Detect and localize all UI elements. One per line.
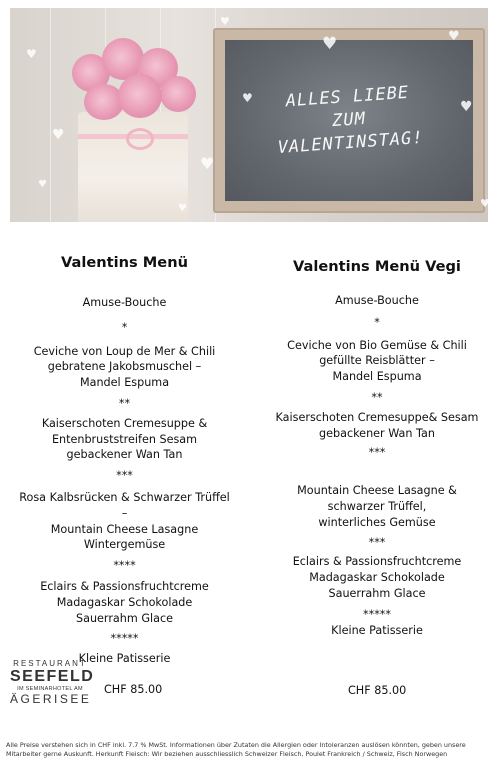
logo-location: ÄGERISEE [10,692,92,706]
valentine-banner-image [10,8,488,222]
course-separator: *** [116,469,133,483]
course-amuse-bouche: Amuse-Bouche [335,294,419,307]
chalk-line-1: ALLES LIEBE [285,82,410,112]
rose [160,76,196,112]
heart-icon: ♥ [38,179,47,190]
course-patisserie: Kleine Patisserie [331,623,423,637]
menu-column-vegetarian [262,258,492,638]
chalk-line-2: ZUM [331,108,367,132]
chalk-line-3: VALENTINSTAG! [277,127,425,159]
course-starter: Ceviche von Bio Gemüse & Chili gefüllte Reisblätter – Mandel Espuma [287,338,467,384]
logo-name: SEEFELD [10,668,95,685]
heart-icon: ♥ [220,15,230,28]
heart-icon: ♥ [242,91,253,105]
heart-icon: ♥ [200,154,215,173]
heart-icon: ♥ [178,203,187,214]
course-separator: ** [371,390,383,404]
course-separator: * [121,320,128,334]
restaurant-logo [10,659,95,706]
course-patisserie: Kleine Patisserie [78,652,171,666]
menu-column-standard [17,254,232,667]
ribbon-bow [126,128,154,150]
logo-subtitle: IM SEMINARHOTEL AM [17,686,83,692]
course-separator: *** [368,535,386,549]
course-main: Mountain Cheese Lasagne & schwarzer Trüffel, winterliches Gemüse [297,484,457,529]
heart-icon: ♥ [448,29,460,44]
menu-title: Valentins Menü [61,254,188,271]
menu-price-standard: CHF 85.00 [104,683,163,696]
course-dessert: Eclairs & Passionsfruchtcreme Madagaskar Schokolade Sauerrahm Glace [292,555,462,600]
course-dessert: Eclairs & Passionsfruchtcreme Madagaskar Schokolade Sauerrahm Glace [40,579,209,625]
course-separator: *** [368,446,386,460]
heart-icon: ♥ [52,127,65,143]
course-main: Rosa Kalbsrücken & Schwarzer Trüffel – Mountain Cheese Lasagne Wintergemüse [19,490,230,552]
course-separator: ***** [363,607,391,621]
price-allergen-footnote: Alle Preise verstehen sich in CHF inkl. 7.7 % MwSt. Informationen über Zutaten die Allergien oder Intoleranzen auslösen könnten, geben unsere Mitarbeiter gerne Auskunft. Herkunft Fleisch: Wir beziehen ausschliesslich Schweizer Fleisch, Poulet Frankreich / Schweiz, Fisch Norwegen [6,741,466,758]
chalkboard [225,40,473,201]
course-starter: Ceviche von Loup de Mer & Chili gebratene Jakobsmuschel – Mandel Espuma [33,344,216,390]
heart-icon: ♥ [322,34,338,54]
heart-icon: ♥ [480,197,490,210]
course-soup: Kaiserschoten Cremesuppe& Sesam gebackener Wan Tan [275,410,479,440]
course-soup: Kaiserschoten Cremesuppe & Entenbruststreifen Sesam gebackener Wan Tan [41,416,208,462]
rose [118,74,162,118]
course-amuse-bouche: Amuse-Bouche [82,296,167,309]
menu-price-vegetarian: CHF 85.00 [348,684,407,697]
heart-icon: ♥ [26,47,37,61]
chalkboard-text [274,81,425,160]
heart-icon: ♥ [460,99,473,115]
chalkboard-frame [213,28,485,213]
flower-vase [78,112,188,222]
logo-restaurant-label: RESTAURANT [13,659,87,668]
course-separator: **** [113,559,136,573]
course-separator: * [374,315,380,329]
menu-title: Valentins Menü Vegi [293,258,461,275]
course-separator: ** [118,396,131,410]
course-separator: ***** [110,632,139,646]
